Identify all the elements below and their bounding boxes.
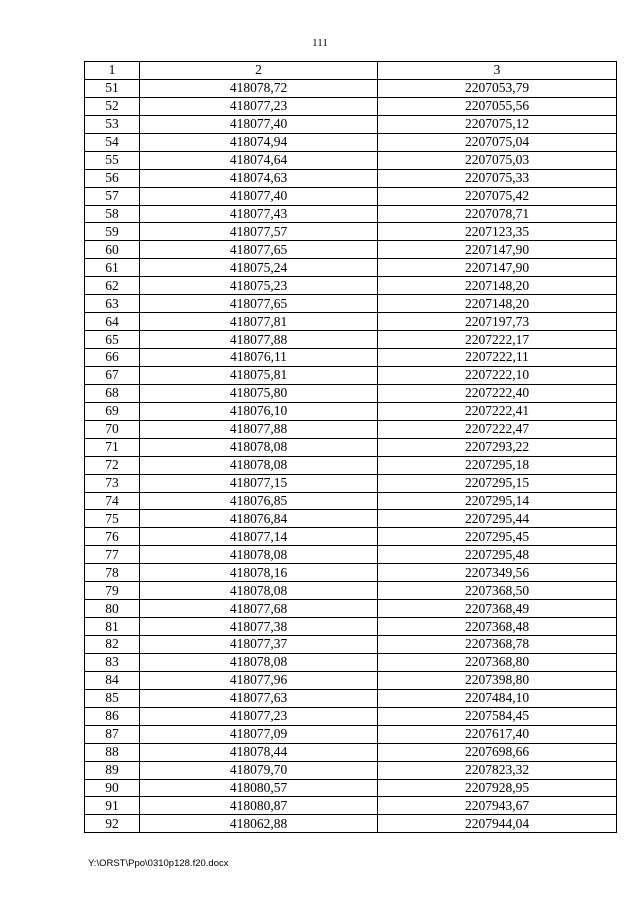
x-coordinate-cell: 418077,15 xyxy=(140,474,378,492)
x-coordinate-cell: 418077,37 xyxy=(140,636,378,654)
x-coordinate-cell: 418077,96 xyxy=(140,671,378,689)
y-coordinate-cell: 2207222,11 xyxy=(378,349,617,367)
y-coordinate-cell: 2207222,41 xyxy=(378,402,617,420)
point-number-cell: 72 xyxy=(85,456,140,474)
y-coordinate-cell: 2207698,66 xyxy=(378,743,617,761)
y-coordinate-cell: 2207368,80 xyxy=(378,653,617,671)
point-number-cell: 83 xyxy=(85,653,140,671)
x-coordinate-cell: 418077,40 xyxy=(140,187,378,205)
page-number: 111 xyxy=(312,37,328,49)
point-number-cell: 57 xyxy=(85,187,140,205)
point-number-cell: 58 xyxy=(85,205,140,223)
point-number-cell: 55 xyxy=(85,151,140,169)
table-row xyxy=(85,241,617,259)
point-number-cell: 81 xyxy=(85,618,140,636)
point-number-cell: 70 xyxy=(85,420,140,438)
y-coordinate-cell: 2207078,71 xyxy=(378,205,617,223)
point-number-cell: 52 xyxy=(85,97,140,115)
y-coordinate-cell: 2207197,73 xyxy=(378,313,617,331)
table-row xyxy=(85,205,617,223)
point-number-cell: 91 xyxy=(85,797,140,815)
table-row xyxy=(85,582,617,600)
y-coordinate-cell: 2207617,40 xyxy=(378,725,617,743)
point-number-cell: 86 xyxy=(85,707,140,725)
point-number-cell: 87 xyxy=(85,725,140,743)
y-coordinate-cell: 2207222,47 xyxy=(378,420,617,438)
x-coordinate-cell: 418076,10 xyxy=(140,402,378,420)
y-coordinate-cell: 2207349,56 xyxy=(378,564,617,582)
table-row xyxy=(85,366,617,384)
point-number-cell: 76 xyxy=(85,528,140,546)
table-row xyxy=(85,779,617,797)
y-coordinate-cell: 2207075,33 xyxy=(378,169,617,187)
table-row xyxy=(85,725,617,743)
y-coordinate-cell: 2207484,10 xyxy=(378,689,617,707)
x-coordinate-cell: 418080,57 xyxy=(140,779,378,797)
y-coordinate-cell: 2207295,14 xyxy=(378,492,617,510)
x-coordinate-cell: 418079,70 xyxy=(140,761,378,779)
table-row xyxy=(85,384,617,402)
table-row xyxy=(85,636,617,654)
y-coordinate-cell: 2207398,80 xyxy=(378,671,617,689)
y-coordinate-cell: 2207823,32 xyxy=(378,761,617,779)
table-row xyxy=(85,349,617,367)
x-coordinate-cell: 418078,44 xyxy=(140,743,378,761)
x-coordinate-cell: 418078,08 xyxy=(140,546,378,564)
table-row xyxy=(85,79,617,97)
x-coordinate-cell: 418075,24 xyxy=(140,259,378,277)
point-number-cell: 90 xyxy=(85,779,140,797)
y-coordinate-cell: 2207053,79 xyxy=(378,79,617,97)
table-row xyxy=(85,438,617,456)
table-row xyxy=(85,474,617,492)
table-row xyxy=(85,402,617,420)
table-row xyxy=(85,528,617,546)
header-row xyxy=(85,62,617,80)
point-number-cell: 85 xyxy=(85,689,140,707)
y-coordinate-cell: 2207055,56 xyxy=(378,97,617,115)
point-number-cell: 63 xyxy=(85,295,140,313)
x-coordinate-cell: 418076,11 xyxy=(140,349,378,367)
x-coordinate-cell: 418074,64 xyxy=(140,151,378,169)
x-coordinate-cell: 418078,08 xyxy=(140,653,378,671)
table-row xyxy=(85,97,617,115)
x-coordinate-cell: 418077,14 xyxy=(140,528,378,546)
coordinates-table xyxy=(84,61,617,833)
table-row xyxy=(85,420,617,438)
point-number-cell: 54 xyxy=(85,133,140,151)
y-coordinate-cell: 2207368,50 xyxy=(378,582,617,600)
point-number-cell: 77 xyxy=(85,546,140,564)
x-coordinate-cell: 418077,68 xyxy=(140,600,378,618)
table-row xyxy=(85,187,617,205)
x-coordinate-cell: 418077,23 xyxy=(140,97,378,115)
table-row xyxy=(85,815,617,833)
point-number-cell: 64 xyxy=(85,313,140,331)
x-coordinate-cell: 418078,72 xyxy=(140,79,378,97)
table-row xyxy=(85,115,617,133)
point-number-cell: 71 xyxy=(85,438,140,456)
y-coordinate-cell: 2207147,90 xyxy=(378,259,617,277)
table-row xyxy=(85,761,617,779)
point-number-cell: 80 xyxy=(85,600,140,618)
point-number-cell: 56 xyxy=(85,169,140,187)
table-row xyxy=(85,689,617,707)
x-coordinate-cell: 418078,16 xyxy=(140,564,378,582)
x-coordinate-cell: 418062,88 xyxy=(140,815,378,833)
x-coordinate-cell: 418077,09 xyxy=(140,725,378,743)
y-coordinate-cell: 2207295,15 xyxy=(378,474,617,492)
x-coordinate-cell: 418077,40 xyxy=(140,115,378,133)
table-row xyxy=(85,510,617,528)
column-header-2: 2 xyxy=(140,62,378,80)
footer-file-path: Y:\ORST\Ppo\0310p128.f20.docx xyxy=(88,858,229,869)
table-row xyxy=(85,169,617,187)
table-row xyxy=(85,277,617,295)
y-coordinate-cell: 2207295,44 xyxy=(378,510,617,528)
point-number-cell: 51 xyxy=(85,79,140,97)
y-coordinate-cell: 2207148,20 xyxy=(378,277,617,295)
table-row xyxy=(85,546,617,564)
y-coordinate-cell: 2207928,95 xyxy=(378,779,617,797)
y-coordinate-cell: 2207295,18 xyxy=(378,456,617,474)
y-coordinate-cell: 2207293,22 xyxy=(378,438,617,456)
table-row xyxy=(85,797,617,815)
point-number-cell: 78 xyxy=(85,564,140,582)
y-coordinate-cell: 2207944,04 xyxy=(378,815,617,833)
table-row xyxy=(85,223,617,241)
x-coordinate-cell: 418078,08 xyxy=(140,582,378,600)
point-number-cell: 60 xyxy=(85,241,140,259)
y-coordinate-cell: 2207075,42 xyxy=(378,187,617,205)
y-coordinate-cell: 2207368,49 xyxy=(378,600,617,618)
point-number-cell: 82 xyxy=(85,636,140,654)
y-coordinate-cell: 2207222,40 xyxy=(378,384,617,402)
x-coordinate-cell: 418077,65 xyxy=(140,241,378,259)
y-coordinate-cell: 2207295,48 xyxy=(378,546,617,564)
x-coordinate-cell: 418075,23 xyxy=(140,277,378,295)
y-coordinate-cell: 2207368,78 xyxy=(378,636,617,654)
table-row xyxy=(85,456,617,474)
x-coordinate-cell: 418077,43 xyxy=(140,205,378,223)
y-coordinate-cell: 2207075,03 xyxy=(378,151,617,169)
table-row xyxy=(85,743,617,761)
point-number-cell: 79 xyxy=(85,582,140,600)
table-row xyxy=(85,492,617,510)
x-coordinate-cell: 418077,63 xyxy=(140,689,378,707)
x-coordinate-cell: 418078,08 xyxy=(140,456,378,474)
y-coordinate-cell: 2207123,35 xyxy=(378,223,617,241)
point-number-cell: 73 xyxy=(85,474,140,492)
x-coordinate-cell: 418077,81 xyxy=(140,313,378,331)
table-row xyxy=(85,133,617,151)
table-row xyxy=(85,707,617,725)
point-number-cell: 67 xyxy=(85,366,140,384)
table-header xyxy=(85,62,617,80)
table-row xyxy=(85,618,617,636)
y-coordinate-cell: 2207943,67 xyxy=(378,797,617,815)
y-coordinate-cell: 2207148,20 xyxy=(378,295,617,313)
table-row xyxy=(85,259,617,277)
table-row xyxy=(85,295,617,313)
point-number-cell: 89 xyxy=(85,761,140,779)
point-number-cell: 65 xyxy=(85,331,140,349)
y-coordinate-cell: 2207075,04 xyxy=(378,133,617,151)
table-body xyxy=(85,79,617,832)
x-coordinate-cell: 418075,80 xyxy=(140,384,378,402)
table-row xyxy=(85,671,617,689)
point-number-cell: 59 xyxy=(85,223,140,241)
x-coordinate-cell: 418076,84 xyxy=(140,510,378,528)
x-coordinate-cell: 418075,81 xyxy=(140,366,378,384)
column-header-3: 3 xyxy=(378,62,617,80)
y-coordinate-cell: 2207147,90 xyxy=(378,241,617,259)
point-number-cell: 75 xyxy=(85,510,140,528)
x-coordinate-cell: 418080,87 xyxy=(140,797,378,815)
x-coordinate-cell: 418074,94 xyxy=(140,133,378,151)
point-number-cell: 74 xyxy=(85,492,140,510)
y-coordinate-cell: 2207222,17 xyxy=(378,331,617,349)
x-coordinate-cell: 418077,65 xyxy=(140,295,378,313)
y-coordinate-cell: 2207075,12 xyxy=(378,115,617,133)
table-row xyxy=(85,313,617,331)
table-row xyxy=(85,564,617,582)
point-number-cell: 53 xyxy=(85,115,140,133)
y-coordinate-cell: 2207368,48 xyxy=(378,618,617,636)
point-number-cell: 84 xyxy=(85,671,140,689)
point-number-cell: 92 xyxy=(85,815,140,833)
x-coordinate-cell: 418077,57 xyxy=(140,223,378,241)
point-number-cell: 88 xyxy=(85,743,140,761)
table-row xyxy=(85,600,617,618)
y-coordinate-cell: 2207295,45 xyxy=(378,528,617,546)
x-coordinate-cell: 418078,08 xyxy=(140,438,378,456)
y-coordinate-cell: 2207584,45 xyxy=(378,707,617,725)
x-coordinate-cell: 418077,88 xyxy=(140,331,378,349)
table-row xyxy=(85,653,617,671)
point-number-cell: 68 xyxy=(85,384,140,402)
table-row xyxy=(85,151,617,169)
y-coordinate-cell: 2207222,10 xyxy=(378,366,617,384)
x-coordinate-cell: 418077,88 xyxy=(140,420,378,438)
x-coordinate-cell: 418076,85 xyxy=(140,492,378,510)
point-number-cell: 61 xyxy=(85,259,140,277)
point-number-cell: 66 xyxy=(85,349,140,367)
x-coordinate-cell: 418074,63 xyxy=(140,169,378,187)
x-coordinate-cell: 418077,23 xyxy=(140,707,378,725)
table-row xyxy=(85,331,617,349)
point-number-cell: 62 xyxy=(85,277,140,295)
point-number-cell: 69 xyxy=(85,402,140,420)
x-coordinate-cell: 418077,38 xyxy=(140,618,378,636)
column-header-1: 1 xyxy=(85,62,140,80)
